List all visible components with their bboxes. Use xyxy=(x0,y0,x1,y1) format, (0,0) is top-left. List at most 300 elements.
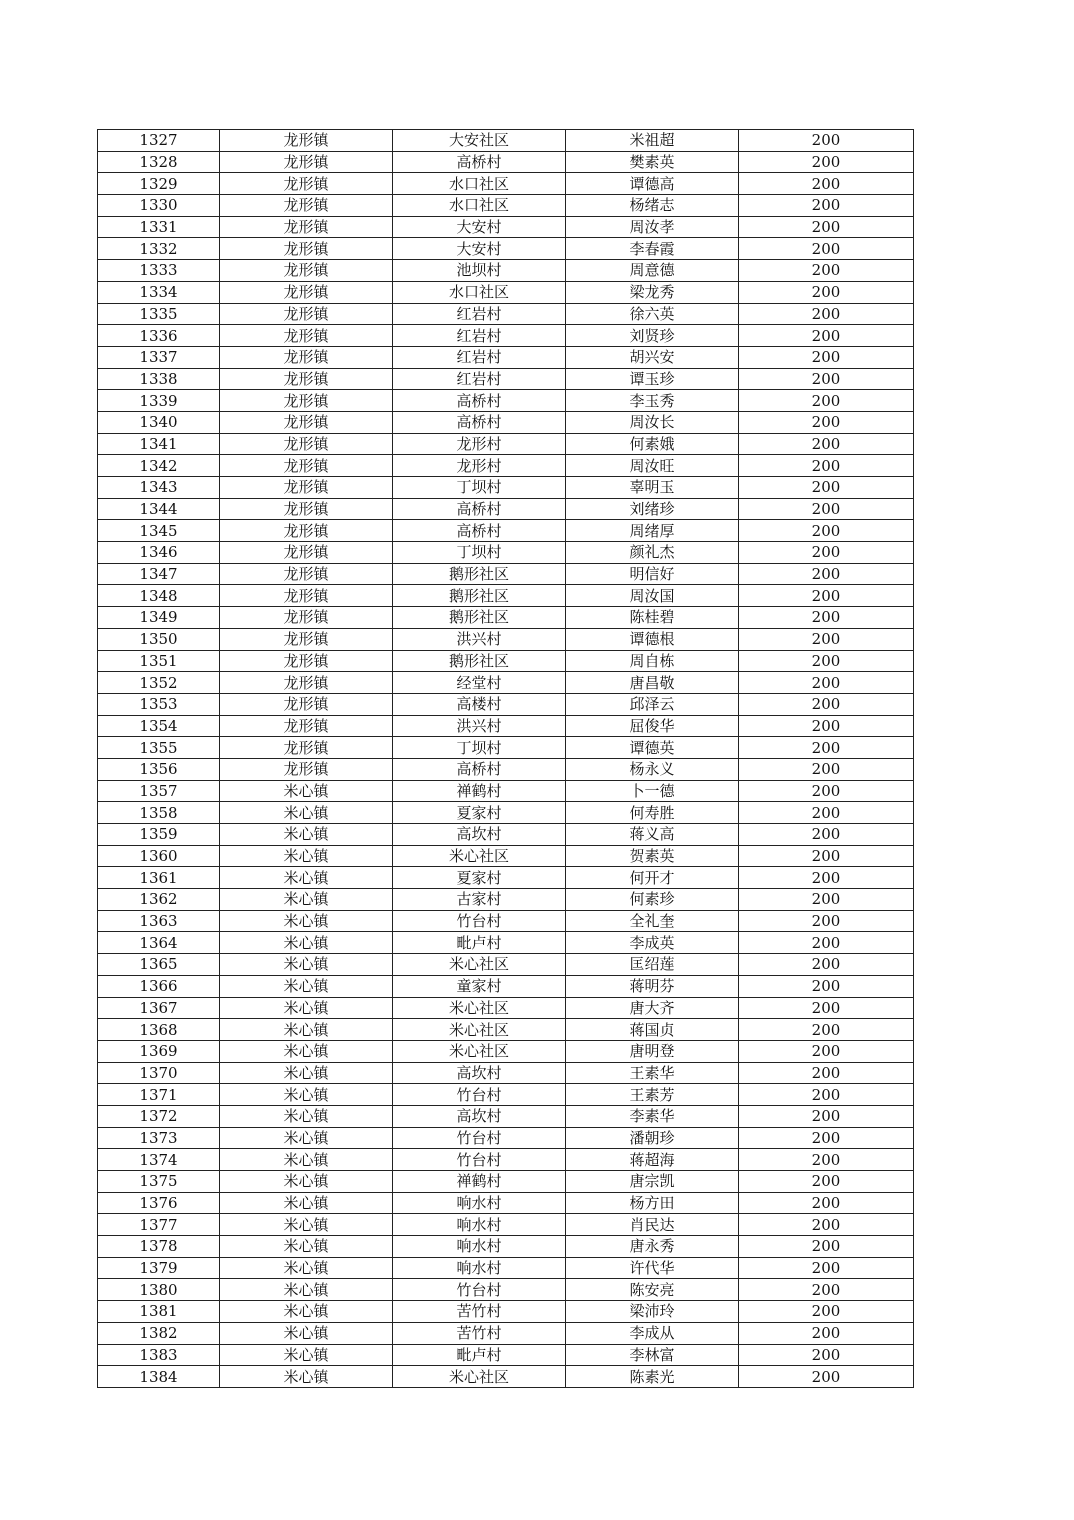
cell-serial-number: 1348 xyxy=(98,585,220,607)
cell-village: 红岩村 xyxy=(393,346,566,368)
cell-serial-number: 1338 xyxy=(98,368,220,390)
cell-serial-number: 1353 xyxy=(98,693,220,715)
cell-amount: 200 xyxy=(739,1279,914,1301)
cell-name: 米祖超 xyxy=(566,130,739,152)
cell-town: 龙形镇 xyxy=(220,672,393,694)
cell-village: 米心社区 xyxy=(393,954,566,976)
cell-amount: 200 xyxy=(739,542,914,564)
table-body xyxy=(98,130,914,1388)
cell-town: 龙形镇 xyxy=(220,173,393,195)
cell-name: 梁龙秀 xyxy=(566,281,739,303)
cell-serial-number: 1382 xyxy=(98,1322,220,1344)
table-row xyxy=(98,1344,914,1366)
cell-amount: 200 xyxy=(739,1171,914,1193)
cell-town: 龙形镇 xyxy=(220,758,393,780)
cell-name: 辜明玉 xyxy=(566,477,739,499)
table-row xyxy=(98,867,914,889)
cell-village: 水口社区 xyxy=(393,195,566,217)
cell-serial-number: 1329 xyxy=(98,173,220,195)
cell-amount: 200 xyxy=(739,1322,914,1344)
table-row xyxy=(98,693,914,715)
cell-town: 米心镇 xyxy=(220,997,393,1019)
cell-amount: 200 xyxy=(739,1127,914,1149)
cell-town: 米心镇 xyxy=(220,1366,393,1388)
cell-name: 陈桂碧 xyxy=(566,607,739,629)
cell-serial-number: 1367 xyxy=(98,997,220,1019)
cell-town: 米心镇 xyxy=(220,1171,393,1193)
cell-village: 竹台村 xyxy=(393,1149,566,1171)
cell-town: 龙形镇 xyxy=(220,520,393,542)
cell-name: 匡绍莲 xyxy=(566,954,739,976)
cell-village: 龙形村 xyxy=(393,455,566,477)
table-row xyxy=(98,650,914,672)
cell-town: 米心镇 xyxy=(220,954,393,976)
table-row xyxy=(98,368,914,390)
cell-town: 龙形镇 xyxy=(220,195,393,217)
cell-name: 唐宗凯 xyxy=(566,1171,739,1193)
cell-amount: 200 xyxy=(739,1214,914,1236)
cell-village: 高桥村 xyxy=(393,151,566,173)
cell-village: 米心社区 xyxy=(393,1040,566,1062)
table-row xyxy=(98,889,914,911)
cell-name: 屈俊华 xyxy=(566,715,739,737)
cell-name: 王素华 xyxy=(566,1062,739,1084)
table-row xyxy=(98,520,914,542)
cell-serial-number: 1360 xyxy=(98,845,220,867)
table-row xyxy=(98,585,914,607)
cell-name: 邱泽云 xyxy=(566,693,739,715)
cell-village: 古家村 xyxy=(393,889,566,911)
cell-name: 周汝国 xyxy=(566,585,739,607)
cell-name: 蒋国贞 xyxy=(566,1019,739,1041)
cell-name: 何素珍 xyxy=(566,889,739,911)
cell-village: 龙形村 xyxy=(393,433,566,455)
cell-amount: 200 xyxy=(739,1192,914,1214)
cell-village: 响水村 xyxy=(393,1214,566,1236)
cell-town: 米心镇 xyxy=(220,975,393,997)
cell-name: 徐六英 xyxy=(566,303,739,325)
cell-serial-number: 1349 xyxy=(98,607,220,629)
table-row xyxy=(98,1062,914,1084)
cell-serial-number: 1378 xyxy=(98,1236,220,1258)
cell-village: 响水村 xyxy=(393,1257,566,1279)
cell-amount: 200 xyxy=(739,151,914,173)
cell-name: 何素娥 xyxy=(566,433,739,455)
table-row xyxy=(98,758,914,780)
cell-town: 米心镇 xyxy=(220,1279,393,1301)
cell-serial-number: 1370 xyxy=(98,1062,220,1084)
cell-serial-number: 1364 xyxy=(98,932,220,954)
cell-serial-number: 1381 xyxy=(98,1301,220,1323)
cell-name: 明信好 xyxy=(566,563,739,585)
cell-amount: 200 xyxy=(739,498,914,520)
cell-town: 龙形镇 xyxy=(220,151,393,173)
cell-amount: 200 xyxy=(739,477,914,499)
cell-name: 何寿胜 xyxy=(566,802,739,824)
cell-town: 龙形镇 xyxy=(220,607,393,629)
cell-name: 蒋义高 xyxy=(566,824,739,846)
table-row xyxy=(98,542,914,564)
cell-serial-number: 1368 xyxy=(98,1019,220,1041)
cell-village: 高坎村 xyxy=(393,1105,566,1127)
cell-village: 毗卢村 xyxy=(393,932,566,954)
cell-town: 龙形镇 xyxy=(220,346,393,368)
cell-name: 颜礼杰 xyxy=(566,542,739,564)
cell-amount: 200 xyxy=(739,607,914,629)
cell-amount: 200 xyxy=(739,563,914,585)
table-row xyxy=(98,130,914,152)
cell-village: 鹅形社区 xyxy=(393,585,566,607)
table-row xyxy=(98,303,914,325)
cell-amount: 200 xyxy=(739,672,914,694)
cell-village: 丁坝村 xyxy=(393,477,566,499)
cell-amount: 200 xyxy=(739,173,914,195)
cell-town: 龙形镇 xyxy=(220,628,393,650)
table-row xyxy=(98,715,914,737)
cell-amount: 200 xyxy=(739,650,914,672)
table-row xyxy=(98,737,914,759)
cell-village: 响水村 xyxy=(393,1192,566,1214)
cell-town: 龙形镇 xyxy=(220,411,393,433)
cell-amount: 200 xyxy=(739,932,914,954)
table-row xyxy=(98,563,914,585)
cell-town: 米心镇 xyxy=(220,1084,393,1106)
cell-name: 李素华 xyxy=(566,1105,739,1127)
cell-village: 水口社区 xyxy=(393,281,566,303)
table-row xyxy=(98,1279,914,1301)
cell-town: 龙形镇 xyxy=(220,542,393,564)
table-row xyxy=(98,1084,914,1106)
cell-village: 洪兴村 xyxy=(393,628,566,650)
cell-amount: 200 xyxy=(739,411,914,433)
cell-town: 米心镇 xyxy=(220,1236,393,1258)
cell-town: 龙形镇 xyxy=(220,281,393,303)
cell-village: 洪兴村 xyxy=(393,715,566,737)
table-row xyxy=(98,151,914,173)
cell-name: 胡兴安 xyxy=(566,346,739,368)
cell-name: 梁沛玲 xyxy=(566,1301,739,1323)
cell-town: 米心镇 xyxy=(220,1214,393,1236)
cell-amount: 200 xyxy=(739,390,914,412)
cell-serial-number: 1355 xyxy=(98,737,220,759)
cell-village: 红岩村 xyxy=(393,368,566,390)
cell-name: 唐明登 xyxy=(566,1040,739,1062)
cell-town: 龙形镇 xyxy=(220,260,393,282)
cell-town: 龙形镇 xyxy=(220,498,393,520)
cell-town: 龙形镇 xyxy=(220,303,393,325)
cell-serial-number: 1361 xyxy=(98,867,220,889)
cell-village: 童家村 xyxy=(393,975,566,997)
cell-town: 龙形镇 xyxy=(220,455,393,477)
table-row xyxy=(98,1192,914,1214)
table-row xyxy=(98,455,914,477)
cell-name: 王素芳 xyxy=(566,1084,739,1106)
cell-name: 卜一德 xyxy=(566,780,739,802)
cell-serial-number: 1379 xyxy=(98,1257,220,1279)
cell-town: 米心镇 xyxy=(220,889,393,911)
cell-serial-number: 1332 xyxy=(98,238,220,260)
cell-town: 米心镇 xyxy=(220,1019,393,1041)
cell-amount: 200 xyxy=(739,867,914,889)
cell-town: 龙形镇 xyxy=(220,130,393,152)
cell-town: 龙形镇 xyxy=(220,693,393,715)
cell-name: 周意德 xyxy=(566,260,739,282)
table-row xyxy=(98,802,914,824)
cell-serial-number: 1374 xyxy=(98,1149,220,1171)
table-row xyxy=(98,1322,914,1344)
cell-name: 李成从 xyxy=(566,1322,739,1344)
cell-amount: 200 xyxy=(739,1084,914,1106)
cell-village: 高坎村 xyxy=(393,1062,566,1084)
cell-village: 禅鹤村 xyxy=(393,780,566,802)
cell-town: 米心镇 xyxy=(220,1301,393,1323)
cell-name: 刘贤珍 xyxy=(566,325,739,347)
cell-name: 贺素英 xyxy=(566,845,739,867)
table-row xyxy=(98,628,914,650)
cell-town: 龙形镇 xyxy=(220,238,393,260)
table-row xyxy=(98,173,914,195)
cell-name: 周自栋 xyxy=(566,650,739,672)
cell-village: 鹅形社区 xyxy=(393,650,566,672)
cell-name: 李成英 xyxy=(566,932,739,954)
cell-amount: 200 xyxy=(739,216,914,238)
cell-amount: 200 xyxy=(739,954,914,976)
cell-village: 竹台村 xyxy=(393,1084,566,1106)
cell-name: 李玉秀 xyxy=(566,390,739,412)
cell-town: 米心镇 xyxy=(220,1040,393,1062)
table-row xyxy=(98,390,914,412)
table-row xyxy=(98,672,914,694)
cell-amount: 200 xyxy=(739,260,914,282)
cell-town: 米心镇 xyxy=(220,845,393,867)
cell-serial-number: 1341 xyxy=(98,433,220,455)
cell-village: 经堂村 xyxy=(393,672,566,694)
cell-amount: 200 xyxy=(739,455,914,477)
cell-village: 苦竹村 xyxy=(393,1322,566,1344)
table-row xyxy=(98,780,914,802)
cell-serial-number: 1336 xyxy=(98,325,220,347)
cell-name: 全礼奎 xyxy=(566,910,739,932)
cell-name: 周汝旺 xyxy=(566,455,739,477)
cell-serial-number: 1350 xyxy=(98,628,220,650)
cell-town: 米心镇 xyxy=(220,824,393,846)
cell-village: 苦竹村 xyxy=(393,1301,566,1323)
table-row xyxy=(98,975,914,997)
cell-village: 夏家村 xyxy=(393,802,566,824)
cell-village: 高坎村 xyxy=(393,824,566,846)
cell-serial-number: 1372 xyxy=(98,1105,220,1127)
cell-town: 米心镇 xyxy=(220,1062,393,1084)
cell-name: 谭玉珍 xyxy=(566,368,739,390)
table-row xyxy=(98,1127,914,1149)
cell-name: 蒋超海 xyxy=(566,1149,739,1171)
cell-name: 唐永秀 xyxy=(566,1236,739,1258)
cell-name: 何开才 xyxy=(566,867,739,889)
cell-amount: 200 xyxy=(739,758,914,780)
cell-name: 李林富 xyxy=(566,1344,739,1366)
table-row xyxy=(98,1105,914,1127)
cell-amount: 200 xyxy=(739,281,914,303)
cell-village: 响水村 xyxy=(393,1236,566,1258)
cell-serial-number: 1331 xyxy=(98,216,220,238)
cell-town: 米心镇 xyxy=(220,1344,393,1366)
cell-town: 米心镇 xyxy=(220,1257,393,1279)
table-row xyxy=(98,1214,914,1236)
cell-serial-number: 1366 xyxy=(98,975,220,997)
cell-serial-number: 1340 xyxy=(98,411,220,433)
cell-amount: 200 xyxy=(739,195,914,217)
data-table xyxy=(97,129,914,1388)
cell-town: 米心镇 xyxy=(220,802,393,824)
cell-amount: 200 xyxy=(739,628,914,650)
cell-village: 高桥村 xyxy=(393,390,566,412)
cell-village: 毗卢村 xyxy=(393,1344,566,1366)
cell-amount: 200 xyxy=(739,910,914,932)
cell-serial-number: 1339 xyxy=(98,390,220,412)
cell-amount: 200 xyxy=(739,845,914,867)
cell-name: 谭德根 xyxy=(566,628,739,650)
cell-amount: 200 xyxy=(739,889,914,911)
cell-town: 龙形镇 xyxy=(220,650,393,672)
table-row xyxy=(98,477,914,499)
cell-serial-number: 1351 xyxy=(98,650,220,672)
cell-town: 龙形镇 xyxy=(220,368,393,390)
cell-town: 龙形镇 xyxy=(220,477,393,499)
cell-name: 陈安亮 xyxy=(566,1279,739,1301)
cell-name: 杨方田 xyxy=(566,1192,739,1214)
cell-town: 米心镇 xyxy=(220,1149,393,1171)
cell-village: 米心社区 xyxy=(393,845,566,867)
cell-amount: 200 xyxy=(739,975,914,997)
cell-serial-number: 1356 xyxy=(98,758,220,780)
cell-serial-number: 1362 xyxy=(98,889,220,911)
cell-village: 大安村 xyxy=(393,216,566,238)
cell-serial-number: 1383 xyxy=(98,1344,220,1366)
cell-serial-number: 1347 xyxy=(98,563,220,585)
cell-amount: 200 xyxy=(739,1019,914,1041)
cell-name: 唐大齐 xyxy=(566,997,739,1019)
cell-village: 高桥村 xyxy=(393,498,566,520)
cell-serial-number: 1352 xyxy=(98,672,220,694)
cell-amount: 200 xyxy=(739,346,914,368)
cell-village: 高桥村 xyxy=(393,758,566,780)
cell-amount: 200 xyxy=(739,433,914,455)
cell-town: 米心镇 xyxy=(220,910,393,932)
cell-name: 杨永义 xyxy=(566,758,739,780)
cell-serial-number: 1343 xyxy=(98,477,220,499)
cell-village: 红岩村 xyxy=(393,303,566,325)
cell-amount: 200 xyxy=(739,780,914,802)
cell-village: 丁坝村 xyxy=(393,737,566,759)
cell-serial-number: 1365 xyxy=(98,954,220,976)
cell-village: 高桥村 xyxy=(393,520,566,542)
cell-serial-number: 1357 xyxy=(98,780,220,802)
cell-amount: 200 xyxy=(739,520,914,542)
cell-serial-number: 1358 xyxy=(98,802,220,824)
cell-serial-number: 1345 xyxy=(98,520,220,542)
table-row xyxy=(98,1040,914,1062)
cell-name: 肖民达 xyxy=(566,1214,739,1236)
cell-serial-number: 1342 xyxy=(98,455,220,477)
cell-town: 龙形镇 xyxy=(220,433,393,455)
table-row xyxy=(98,433,914,455)
cell-town: 龙形镇 xyxy=(220,216,393,238)
table-row xyxy=(98,910,914,932)
cell-amount: 200 xyxy=(739,824,914,846)
cell-village: 红岩村 xyxy=(393,325,566,347)
cell-serial-number: 1363 xyxy=(98,910,220,932)
cell-town: 龙形镇 xyxy=(220,585,393,607)
cell-amount: 200 xyxy=(739,1344,914,1366)
cell-name: 许代华 xyxy=(566,1257,739,1279)
cell-name: 周汝孝 xyxy=(566,216,739,238)
cell-amount: 200 xyxy=(739,715,914,737)
cell-town: 米心镇 xyxy=(220,932,393,954)
cell-serial-number: 1328 xyxy=(98,151,220,173)
cell-amount: 200 xyxy=(739,693,914,715)
cell-town: 米心镇 xyxy=(220,1105,393,1127)
table-row xyxy=(98,954,914,976)
cell-amount: 200 xyxy=(739,997,914,1019)
cell-village: 米心社区 xyxy=(393,997,566,1019)
cell-amount: 200 xyxy=(739,737,914,759)
cell-amount: 200 xyxy=(739,1257,914,1279)
cell-amount: 200 xyxy=(739,1062,914,1084)
table-row xyxy=(98,824,914,846)
cell-serial-number: 1384 xyxy=(98,1366,220,1388)
cell-serial-number: 1380 xyxy=(98,1279,220,1301)
table-row xyxy=(98,1171,914,1193)
table-row xyxy=(98,411,914,433)
cell-village: 鹅形社区 xyxy=(393,607,566,629)
cell-name: 李春霞 xyxy=(566,238,739,260)
cell-name: 唐昌敬 xyxy=(566,672,739,694)
cell-serial-number: 1369 xyxy=(98,1040,220,1062)
cell-serial-number: 1376 xyxy=(98,1192,220,1214)
table-row xyxy=(98,216,914,238)
cell-amount: 200 xyxy=(739,802,914,824)
cell-amount: 200 xyxy=(739,238,914,260)
table-row xyxy=(98,1301,914,1323)
cell-village: 池坝村 xyxy=(393,260,566,282)
cell-serial-number: 1373 xyxy=(98,1127,220,1149)
cell-amount: 200 xyxy=(739,1301,914,1323)
cell-town: 龙形镇 xyxy=(220,325,393,347)
table-row xyxy=(98,281,914,303)
cell-name: 樊素英 xyxy=(566,151,739,173)
cell-village: 鹅形社区 xyxy=(393,563,566,585)
cell-village: 竹台村 xyxy=(393,1127,566,1149)
cell-name: 谭德高 xyxy=(566,173,739,195)
cell-name: 蒋明芬 xyxy=(566,975,739,997)
cell-town: 米心镇 xyxy=(220,1127,393,1149)
table-row xyxy=(98,607,914,629)
cell-amount: 200 xyxy=(739,1040,914,1062)
cell-name: 谭德英 xyxy=(566,737,739,759)
cell-amount: 200 xyxy=(739,1366,914,1388)
cell-serial-number: 1333 xyxy=(98,260,220,282)
table-row xyxy=(98,238,914,260)
cell-village: 竹台村 xyxy=(393,1279,566,1301)
cell-name: 陈素光 xyxy=(566,1366,739,1388)
cell-town: 龙形镇 xyxy=(220,390,393,412)
cell-serial-number: 1359 xyxy=(98,824,220,846)
cell-village: 丁坝村 xyxy=(393,542,566,564)
table-row xyxy=(98,346,914,368)
cell-serial-number: 1344 xyxy=(98,498,220,520)
cell-serial-number: 1354 xyxy=(98,715,220,737)
cell-serial-number: 1375 xyxy=(98,1171,220,1193)
